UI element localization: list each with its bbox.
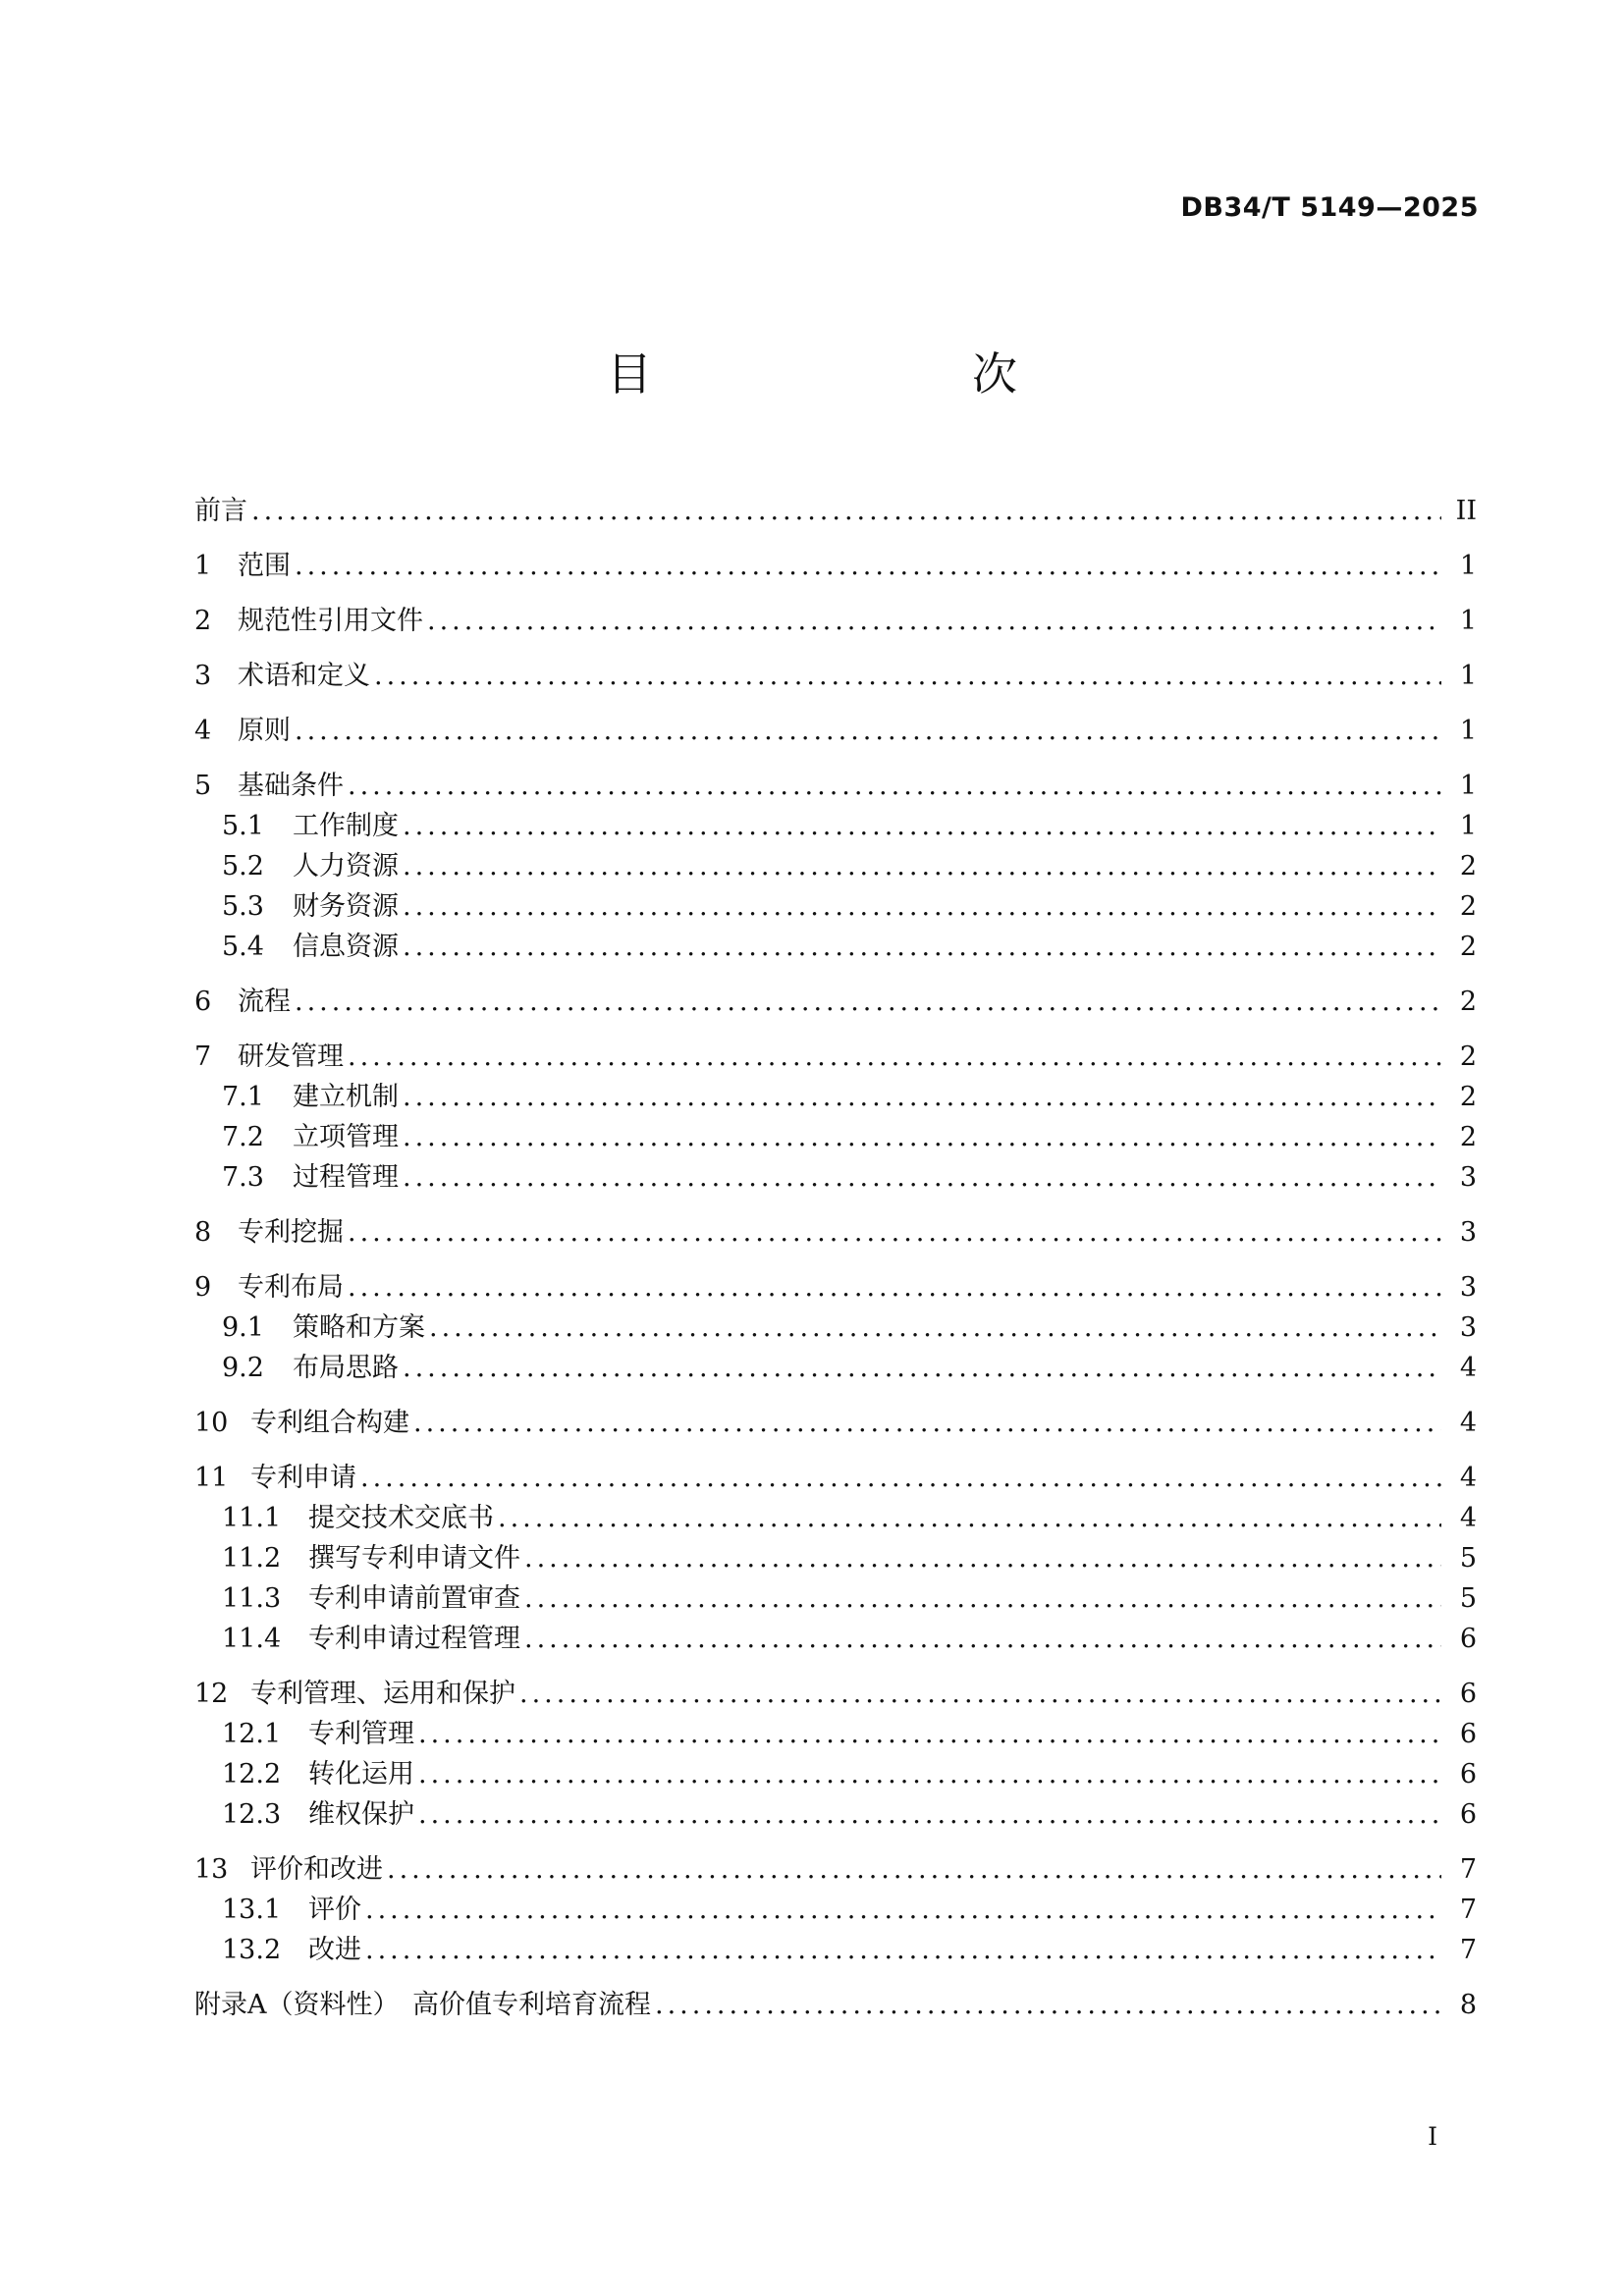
toc-entry[interactable] [194,927,1477,967]
toc-entry-number: 6 [194,987,212,1017]
dot-leader [403,1157,1441,1198]
dot-leader [519,1674,1441,1714]
toc-entry-page: 7 [1459,1935,1477,1965]
toc-entry-title: 布局思路 [293,1353,399,1383]
dot-leader [655,1985,1441,2025]
toc-entry-page: 6 [1459,1679,1477,1709]
toc-entry-number: 12.3 [222,1799,282,1830]
toc-entry-number: 2 [194,606,212,636]
dot-leader [387,1849,1441,1890]
toc-entry-page: 1 [1459,661,1477,691]
toc-entry-title: 评价 [308,1895,361,1925]
dot-leader [413,1403,1441,1443]
toc-entry-title: 改进 [308,1935,361,1965]
toc-entry-page: 2 [1459,851,1477,881]
dot-leader [418,1794,1441,1835]
toc-entry-title: 前言 [194,496,247,526]
toc-entry[interactable] [194,1578,1477,1619]
dot-leader [403,1117,1441,1157]
toc-entry[interactable] [194,1674,1477,1714]
toc-entry-page: 6 [1459,1719,1477,1749]
toc-entry-page: 3 [1459,1162,1477,1193]
toc-entry[interactable] [194,1754,1477,1794]
toc-entry-title: 专利管理、运用和保护 [250,1679,515,1709]
toc-entry-page: 4 [1459,1463,1477,1493]
toc-entry[interactable] [194,806,1477,846]
toc-entry-number: 7.2 [222,1122,264,1152]
toc-entry-number: 12.1 [222,1719,282,1749]
toc-entry-title: 建立机制 [293,1082,399,1112]
toc-entry-number: 12 [194,1679,229,1709]
toc-entry-title: 规范性引用文件 [238,606,423,636]
dot-leader [295,982,1441,1022]
toc-entry-page: 4 [1459,1408,1477,1438]
toc-entry-title: 立项管理 [293,1122,399,1152]
toc-entry[interactable] [194,1794,1477,1835]
toc-entry-page: 3 [1459,1312,1477,1343]
toc-entry-number: 5.1 [222,811,264,841]
toc-entry-number: 10 [194,1408,229,1438]
dot-leader [429,1308,1441,1348]
toc-entry-title: 原则 [238,716,291,746]
toc-entry-page: 2 [1459,932,1477,962]
toc-entry-page: 3 [1459,1272,1477,1303]
toc-entry-number: 13 [194,1854,229,1885]
toc-entry-number: 4 [194,716,212,746]
toc-entry-number: 11.3 [222,1583,282,1614]
toc-entry[interactable] [194,601,1477,641]
dot-leader [403,1348,1441,1388]
toc-entry-page: 2 [1459,1122,1477,1152]
toc-entry-page: 4 [1459,1353,1477,1383]
toc-entry-title: 维权保护 [308,1799,414,1830]
toc-entry-title: 专利申请前置审查 [308,1583,520,1614]
toc-entry-number: 8 [194,1217,212,1248]
toc-entry[interactable] [194,1403,1477,1443]
toc-entry-page: 6 [1459,1759,1477,1789]
toc-entry-number: 5.3 [222,891,264,922]
toc-entry-title: 专利申请 [250,1463,356,1493]
dot-leader [418,1754,1441,1794]
toc-entry[interactable] [194,656,1477,696]
toc-entry-page: 1 [1459,551,1477,581]
toc-entry-number: 5.4 [222,932,264,962]
toc-entry-number: 7.3 [222,1162,264,1193]
toc-entry[interactable] [194,1985,1477,2025]
toc-entry-title: 信息资源 [293,932,399,962]
toc-entry-page: 2 [1459,1082,1477,1112]
dot-leader [418,1714,1441,1754]
toc-entry-number: 11.1 [222,1503,282,1533]
toc-entry-title: 专利挖掘 [238,1217,344,1248]
dot-leader [374,656,1441,696]
toc-entry[interactable] [194,1619,1477,1659]
toc-entry-title: 财务资源 [293,891,399,922]
toc-entry-number: 3 [194,661,212,691]
toc-entry[interactable] [194,1458,1477,1498]
toc-entry-title: 术语和定义 [238,661,370,691]
toc-entry-number: 11.4 [222,1624,282,1654]
toc-entry-page: II [1455,496,1477,526]
toc-entry-page: 1 [1459,811,1477,841]
toc-entry-number: 9.2 [222,1353,264,1383]
toc-entry-title: 撰写专利申请文件 [308,1543,520,1574]
toc-entry[interactable] [194,766,1477,806]
dot-leader [403,846,1441,886]
toc-entry-page: 1 [1459,606,1477,636]
toc-entry-number: 12.2 [222,1759,282,1789]
toc-entry-page: 7 [1459,1895,1477,1925]
toc-entry[interactable] [194,1714,1477,1754]
toc-entry-page: 5 [1459,1543,1477,1574]
dot-leader [348,1037,1441,1077]
toc-entry[interactable] [194,1348,1477,1388]
toc-entry-title: 提交技术交底书 [308,1503,494,1533]
toc-entry-title: 专利申请过程管理 [308,1624,520,1654]
toc-entry-number: 7.1 [222,1082,264,1112]
dot-leader [295,546,1441,586]
toc-entry-page: 5 [1459,1583,1477,1614]
toc-entry-title: 过程管理 [293,1162,399,1193]
toc-entry[interactable] [194,1930,1477,1970]
page-title: 目 次 [607,347,1094,400]
dot-leader [348,1212,1441,1253]
toc-entry-page: 3 [1459,1217,1477,1248]
toc-entry-title: 附录A（资料性） 高价值专利培育流程 [194,1990,651,2020]
toc-entry-page: 2 [1459,987,1477,1017]
toc-entry[interactable] [194,886,1477,927]
dot-leader [403,1077,1441,1117]
toc-entry-page: 6 [1459,1799,1477,1830]
toc-entry-title: 工作制度 [293,811,399,841]
toc-entry-title: 评价和改进 [250,1854,383,1885]
toc-entry[interactable] [194,1037,1477,1077]
toc-entry[interactable] [194,711,1477,751]
toc-entry-number: 5 [194,771,212,801]
toc-entry[interactable] [194,546,1477,586]
toc-entry-page: 6 [1459,1624,1477,1654]
toc-entry-title: 专利组合构建 [250,1408,409,1438]
toc-entry[interactable] [194,1157,1477,1198]
toc-entry-title: 流程 [238,987,291,1017]
dot-leader [403,806,1441,846]
toc-entry-title: 转化运用 [308,1759,414,1789]
dot-leader [403,927,1441,967]
toc-entry-number: 13.1 [222,1895,282,1925]
toc-entry[interactable] [194,1212,1477,1253]
toc-entry-page: 7 [1459,1854,1477,1885]
toc-entry-page: 2 [1459,891,1477,922]
toc-entry-title: 研发管理 [238,1041,344,1072]
dot-leader [498,1498,1441,1538]
toc-entry-page: 4 [1459,1503,1477,1533]
toc-entry[interactable] [194,1117,1477,1157]
toc-entry[interactable] [194,982,1477,1022]
toc-entry-number: 5.2 [222,851,264,881]
toc-entry[interactable] [194,1849,1477,1890]
footer-page-number: I [1428,2122,1437,2151]
toc-entry[interactable] [194,1538,1477,1578]
dot-leader [403,886,1441,927]
toc-entry-title: 专利管理 [308,1719,414,1749]
toc-entry-title: 范围 [238,551,291,581]
dot-leader [524,1619,1441,1659]
toc-entry-number: 7 [194,1041,212,1072]
toc-entry-page: 1 [1459,771,1477,801]
toc-entry-number: 13.2 [222,1935,282,1965]
toc-entry[interactable] [194,491,1477,531]
toc-entry-number: 9.1 [222,1312,264,1343]
toc-entry[interactable] [194,1890,1477,1930]
toc-entry[interactable] [194,1077,1477,1117]
toc-entry-title: 策略和方案 [293,1312,425,1343]
toc-entry[interactable] [194,1498,1477,1538]
toc-entry[interactable] [194,846,1477,886]
dot-leader [365,1890,1441,1930]
dot-leader [295,711,1441,751]
dot-leader [348,766,1441,806]
toc-entry-page: 1 [1459,716,1477,746]
toc-entry[interactable] [194,1308,1477,1348]
toc-entry[interactable] [194,1267,1477,1308]
dot-leader [365,1930,1441,1970]
dot-leader [360,1458,1441,1498]
dot-leader [524,1578,1441,1619]
doc-code: DB34/T 5149—2025 [1180,192,1479,223]
toc-entry-title: 人力资源 [293,851,399,881]
toc-entry-page: 2 [1459,1041,1477,1072]
toc-entry-number: 9 [194,1272,212,1303]
toc-entry-title: 专利布局 [238,1272,344,1303]
toc-entry-page: 8 [1459,1990,1477,2020]
dot-leader [251,491,1441,531]
toc-entry-number: 11 [194,1463,229,1493]
toc-entry-number: 1 [194,551,212,581]
dot-leader [427,601,1441,641]
dot-leader [348,1267,1441,1308]
toc-entry-number: 11.2 [222,1543,282,1574]
toc-entry-title: 基础条件 [238,771,344,801]
table-of-contents [194,491,1477,2025]
dot-leader [524,1538,1441,1578]
